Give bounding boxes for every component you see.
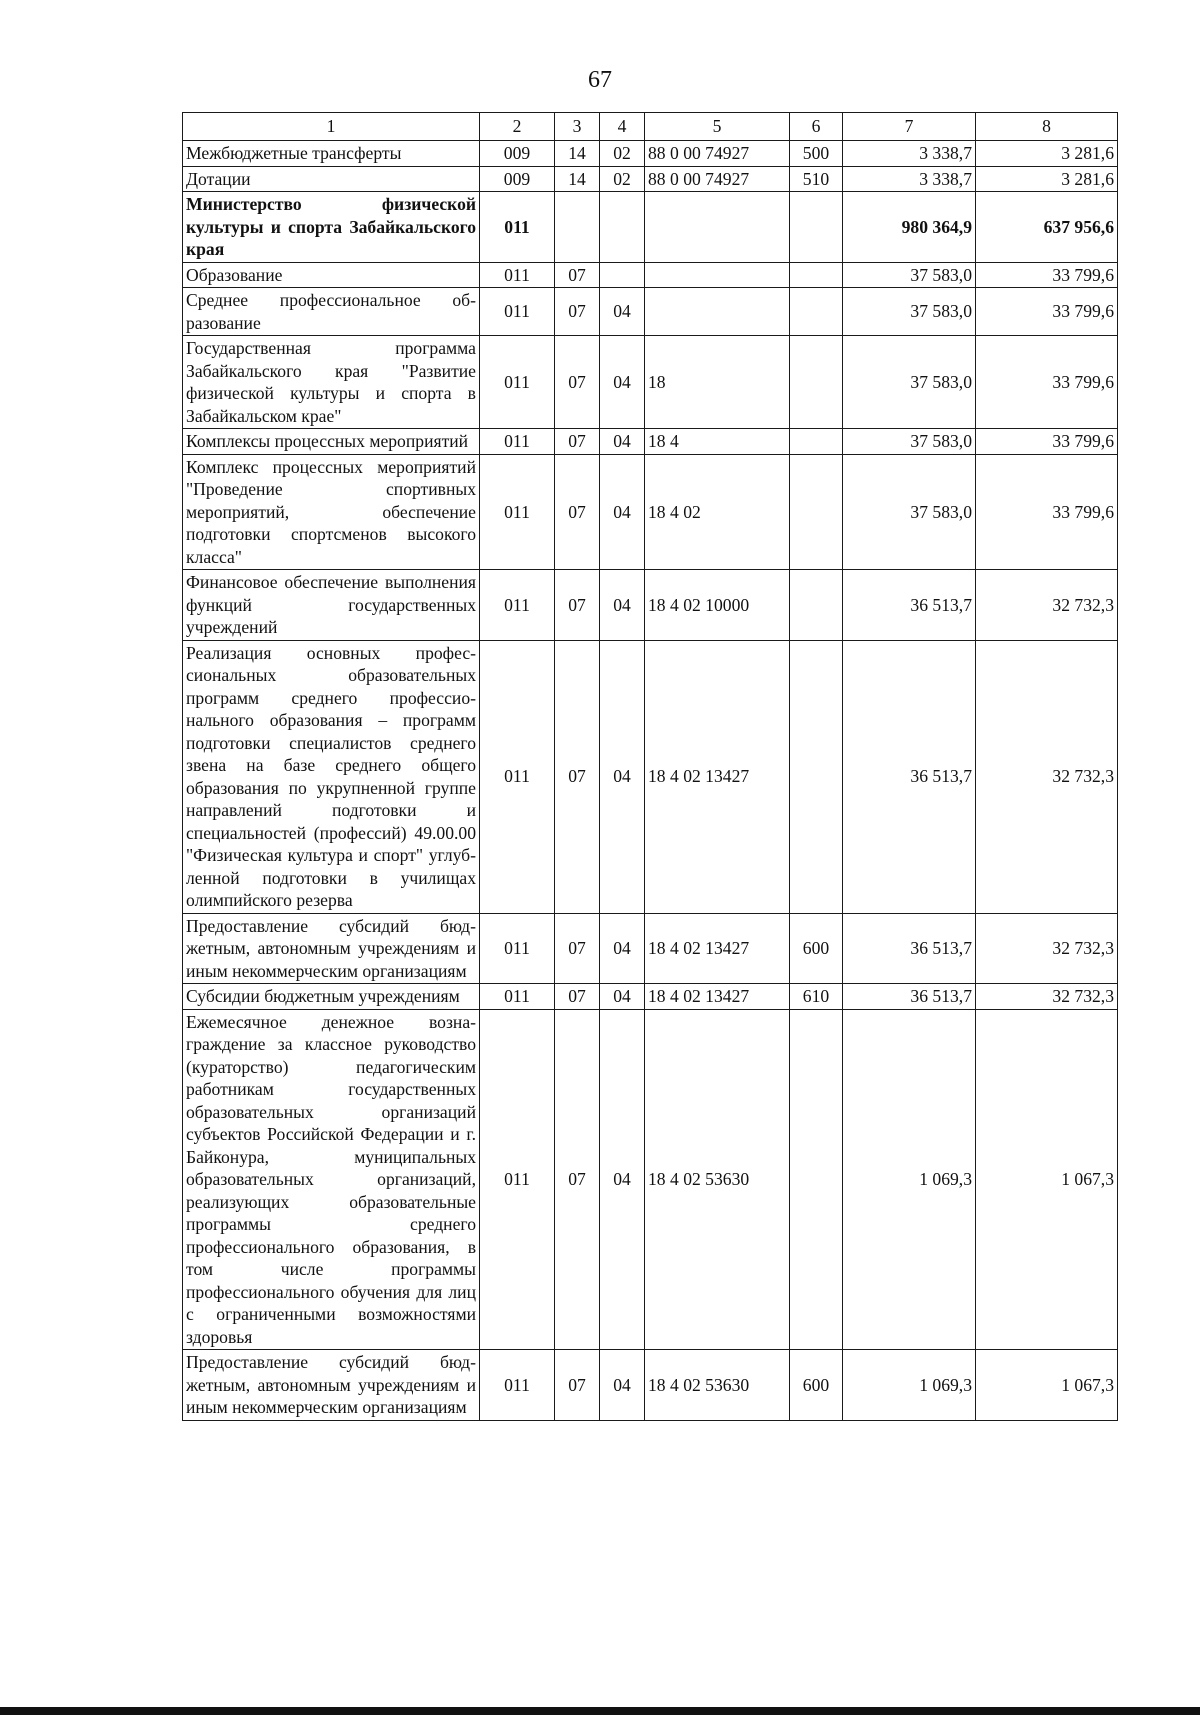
ministry-code-cell: 011	[480, 984, 555, 1010]
ministry-code-cell: 011	[480, 429, 555, 455]
amount-col7-cell: 36 513,7	[843, 570, 976, 641]
amount-col8-cell: 637 956,6	[976, 192, 1118, 263]
ministry-code-cell: 011	[480, 192, 555, 263]
ministry-code-cell: 009	[480, 166, 555, 192]
table-row	[183, 166, 1118, 192]
expense-type-cell	[790, 336, 843, 429]
amount-col7-cell: 37 583,0	[843, 454, 976, 570]
item-name-cell: Финансовое обеспечение выполнения функций государственных учреждений	[183, 570, 480, 641]
section-cell: 07	[555, 262, 600, 288]
item-name-cell: Предоставление субсидий бюджетным, автономным учреждениям и иным некоммерческим организациям	[183, 913, 480, 984]
target-article-cell: 18 4 02 10000	[645, 570, 790, 641]
amount-col8-cell: 1 067,3	[976, 1009, 1118, 1350]
amount-col8-cell: 33 799,6	[976, 429, 1118, 455]
expense-type-cell: 600	[790, 913, 843, 984]
amount-col8-cell: 32 732,3	[976, 984, 1118, 1010]
table-row	[183, 429, 1118, 455]
item-name-cell: Образование	[183, 262, 480, 288]
subsection-cell: 04	[600, 336, 645, 429]
target-article-cell: 18 4 02 13427	[645, 913, 790, 984]
ministry-code-cell: 011	[480, 262, 555, 288]
subsection-cell: 04	[600, 1009, 645, 1350]
expense-type-cell	[790, 454, 843, 570]
ministry-code-cell: 011	[480, 1009, 555, 1350]
amount-col8-cell: 32 732,3	[976, 640, 1118, 913]
expense-type-cell: 600	[790, 1350, 843, 1421]
item-name-cell: Субсидии бюджетным учреждениям	[183, 984, 480, 1010]
item-name-cell: Дотации	[183, 166, 480, 192]
subsection-cell: 04	[600, 288, 645, 336]
ministry-code-cell: 009	[480, 141, 555, 167]
ministry-code-cell: 011	[480, 1350, 555, 1421]
target-article-cell: 88 0 00 74927	[645, 141, 790, 167]
section-cell: 07	[555, 429, 600, 455]
subsection-cell: 04	[600, 913, 645, 984]
table-row	[183, 192, 1118, 263]
table-row	[183, 640, 1118, 913]
amount-col7-cell: 36 513,7	[843, 913, 976, 984]
section-cell: 07	[555, 570, 600, 641]
subsection-cell: 04	[600, 1350, 645, 1421]
ministry-code-cell: 011	[480, 913, 555, 984]
section-cell: 07	[555, 984, 600, 1010]
amount-col8-cell: 33 799,6	[976, 454, 1118, 570]
section-cell	[555, 192, 600, 263]
amount-col7-cell: 37 583,0	[843, 288, 976, 336]
target-article-cell: 18 4 02 13427	[645, 984, 790, 1010]
item-name-cell: Ежемесячное денежное вознаграждение за классное руководство (кураторство) педагогическим работникам государственных образовательных организаций субъектов Российской Федерации и г. Байконура, муниципальных образовательных организаций, реализующих образовательные программы среднего профессионального образования, в том числе программы профессионального обучения для лиц с ограниченными возможностями здоровья	[183, 1009, 480, 1350]
page-number: 67	[588, 67, 612, 93]
expense-type-cell	[790, 429, 843, 455]
target-article-cell: 88 0 00 74927	[645, 166, 790, 192]
amount-col8-cell: 1 067,3	[976, 1350, 1118, 1421]
amount-col7-cell: 1 069,3	[843, 1009, 976, 1350]
amount-col7-cell: 3 338,7	[843, 141, 976, 167]
subsection-cell	[600, 192, 645, 263]
header-row	[183, 113, 1118, 141]
table-row	[183, 262, 1118, 288]
target-article-cell: 18 4 02 53630	[645, 1350, 790, 1421]
amount-col8-cell: 3 281,6	[976, 141, 1118, 167]
section-cell: 07	[555, 288, 600, 336]
amount-col8-cell: 33 799,6	[976, 336, 1118, 429]
item-name-cell: Среднее профессиональное образование	[183, 288, 480, 336]
table-row	[183, 336, 1118, 429]
amount-col7-cell: 36 513,7	[843, 640, 976, 913]
ministry-code-cell: 011	[480, 570, 555, 641]
section-cell: 14	[555, 166, 600, 192]
amount-col7-cell: 1 069,3	[843, 1350, 976, 1421]
section-cell: 07	[555, 1009, 600, 1350]
item-name-cell: Предоставление субсидий бюджетным, автономным учреждениям и иным некоммерческим организациям	[183, 1350, 480, 1421]
item-name-cell: Реализация основных профессиональных образовательных программ среднего профессионального образования – программ подготовки специалистов среднего звена на базе среднего общего образования по укрупненной группе направлений подготовки и специальностей (профессий) 49.00.00 "Физическая культура и спорт" углубленной подготовки в училищах олимпийского резерва	[183, 640, 480, 913]
target-article-cell	[645, 262, 790, 288]
expense-type-cell	[790, 262, 843, 288]
item-name-cell: Комплекс процессных мероприятий "Проведение спортивных мероприятий, обеспечение подготовки спортсменов высокого класса"	[183, 454, 480, 570]
column-header: 4	[600, 113, 645, 141]
expense-type-cell: 500	[790, 141, 843, 167]
column-header: 6	[790, 113, 843, 141]
amount-col8-cell: 33 799,6	[976, 262, 1118, 288]
section-cell: 07	[555, 1350, 600, 1421]
column-header: 1	[183, 113, 480, 141]
item-name-cell: Комплексы процессных мероприятий	[183, 429, 480, 455]
amount-col7-cell: 37 583,0	[843, 336, 976, 429]
target-article-cell	[645, 192, 790, 263]
subsection-cell: 04	[600, 454, 645, 570]
table-row	[183, 1009, 1118, 1350]
subsection-cell: 02	[600, 166, 645, 192]
table-row	[183, 288, 1118, 336]
item-name-cell: Министерство физической культуры и спорта Забайкальского края	[183, 192, 480, 263]
subsection-cell	[600, 262, 645, 288]
column-header: 7	[843, 113, 976, 141]
expense-type-cell	[790, 192, 843, 263]
target-article-cell: 18 4	[645, 429, 790, 455]
table-body	[183, 141, 1118, 1421]
table-row	[183, 454, 1118, 570]
section-cell: 07	[555, 913, 600, 984]
column-header: 2	[480, 113, 555, 141]
target-article-cell: 18	[645, 336, 790, 429]
amount-col8-cell: 33 799,6	[976, 288, 1118, 336]
table-row	[183, 141, 1118, 167]
subsection-cell: 04	[600, 570, 645, 641]
bottom-scan-edge	[0, 1707, 1200, 1715]
item-name-cell: Государственная программа Забайкальского края "Развитие физической культуры и спорта в Забайкальском крае"	[183, 336, 480, 429]
table-row	[183, 984, 1118, 1010]
target-article-cell: 18 4 02 53630	[645, 1009, 790, 1350]
subsection-cell: 02	[600, 141, 645, 167]
expense-type-cell	[790, 570, 843, 641]
amount-col7-cell: 37 583,0	[843, 262, 976, 288]
target-article-cell: 18 4 02	[645, 454, 790, 570]
item-name-cell: Межбюджетные трансферты	[183, 141, 480, 167]
expense-type-cell: 510	[790, 166, 843, 192]
expense-type-cell	[790, 640, 843, 913]
expense-type-cell	[790, 288, 843, 336]
section-cell: 07	[555, 640, 600, 913]
section-cell: 07	[555, 336, 600, 429]
amount-col8-cell: 32 732,3	[976, 570, 1118, 641]
section-cell: 07	[555, 454, 600, 570]
amount-col7-cell: 3 338,7	[843, 166, 976, 192]
ministry-code-cell: 011	[480, 640, 555, 913]
ministry-code-cell: 011	[480, 336, 555, 429]
expense-type-cell: 610	[790, 984, 843, 1010]
amount-col8-cell: 32 732,3	[976, 913, 1118, 984]
budget-table	[182, 112, 1118, 1421]
target-article-cell: 18 4 02 13427	[645, 640, 790, 913]
section-cell: 14	[555, 141, 600, 167]
subsection-cell: 04	[600, 640, 645, 913]
expense-type-cell	[790, 1009, 843, 1350]
table-row	[183, 570, 1118, 641]
table-row	[183, 913, 1118, 984]
ministry-code-cell: 011	[480, 288, 555, 336]
column-header: 8	[976, 113, 1118, 141]
column-header: 5	[645, 113, 790, 141]
subsection-cell: 04	[600, 984, 645, 1010]
ministry-code-cell: 011	[480, 454, 555, 570]
column-header: 3	[555, 113, 600, 141]
amount-col7-cell: 37 583,0	[843, 429, 976, 455]
amount-col8-cell: 3 281,6	[976, 166, 1118, 192]
amount-col7-cell: 980 364,9	[843, 192, 976, 263]
amount-col7-cell: 36 513,7	[843, 984, 976, 1010]
table-row	[183, 1350, 1118, 1421]
target-article-cell	[645, 288, 790, 336]
subsection-cell: 04	[600, 429, 645, 455]
